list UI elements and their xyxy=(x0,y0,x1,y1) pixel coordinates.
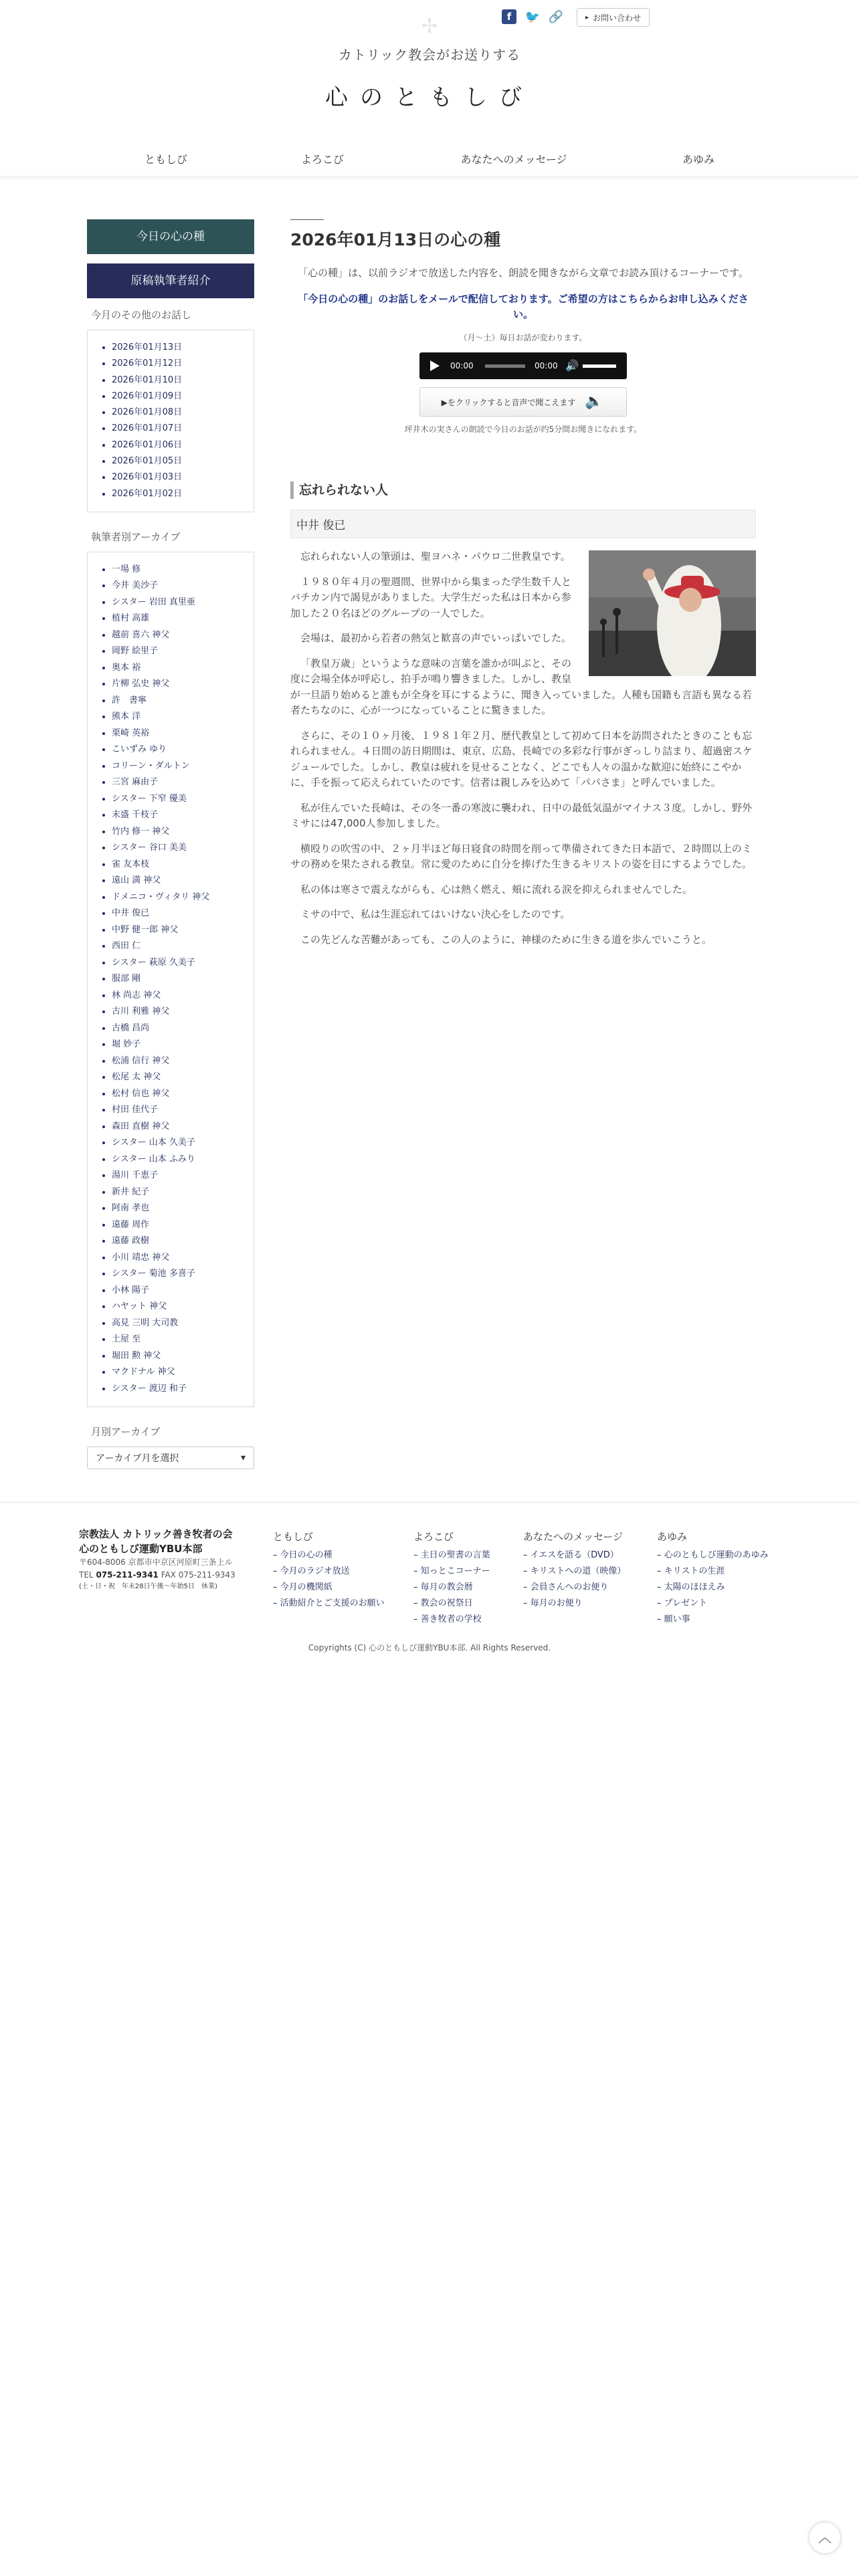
author-archive-link[interactable]: 片柳 弘史 神父 xyxy=(102,676,246,693)
footer-column-heading[interactable]: あなたへのメッセージ xyxy=(523,1531,624,1543)
monthly-archive-select-value: アーカイブ月を選択 xyxy=(96,1453,179,1465)
footer-link-label: 今日の心の種 xyxy=(280,1550,332,1560)
footer-link-label: イエスを語る（DVD） xyxy=(530,1550,619,1560)
footer-column xyxy=(523,1529,626,1612)
audio-player xyxy=(419,352,627,379)
nav-item-tomoshibi[interactable]: ともしび xyxy=(144,153,187,166)
footer-link-dash: – xyxy=(657,1582,664,1592)
author-archive-link[interactable]: 松村 信也 神父 xyxy=(102,1086,246,1103)
author-archive-link[interactable]: 古橋 昌尚 xyxy=(102,1021,246,1037)
author-archive-link[interactable]: 竹内 修一 神父 xyxy=(102,824,246,841)
author-archive-link[interactable]: 古川 利雅 神父 xyxy=(102,1004,246,1021)
header-cross-ornament-icon: ✢ xyxy=(421,15,438,38)
footer-link-dash: – xyxy=(523,1598,531,1608)
author-archive-link[interactable]: 服部 剛 xyxy=(102,971,246,988)
copyright: Copyrights (C) 心のともしび運動YBU本部. All Rights Reserved. xyxy=(308,1643,551,1652)
footer-link[interactable] xyxy=(413,1612,490,1628)
other-talk-link[interactable]: 2026年01月02日 xyxy=(102,486,246,502)
volume-slider[interactable] xyxy=(583,364,616,368)
author-archive-link[interactable]: 村田 佳代子 xyxy=(102,1102,246,1119)
footer-column xyxy=(657,1529,769,1628)
article-paragraph: 私が住んでいた長崎は、その冬一番の寒波に襲われ、日中の最低気温がマイナス３度。しかし、野外ミサには47,000人参加しました。 xyxy=(290,801,753,829)
footer-link[interactable] xyxy=(657,1580,769,1596)
listen-audio-label: ▶をクリックすると音声で聞こえます xyxy=(441,397,576,407)
play-icon[interactable] xyxy=(430,360,440,371)
footer-link-label: プレゼント xyxy=(664,1598,708,1608)
mail-subscribe-link[interactable]: 「今日の心の種」のお話しをメールで配信しております。ご希望の方はこちらからお申し込みください。 xyxy=(298,293,749,320)
footer-link-label: 活動紹介とご支援のお願い xyxy=(280,1598,385,1608)
author-archive-link[interactable]: 雀 友本枝 xyxy=(102,857,246,873)
author-archive-link[interactable]: 遠藤 周作 xyxy=(102,1217,246,1234)
footer-link[interactable] xyxy=(413,1580,490,1596)
site-subtitle: カトリック教会がお送りする xyxy=(338,47,521,63)
author-archive-link[interactable]: 一場 修 xyxy=(102,562,246,578)
article-title: 忘れられない人 xyxy=(290,481,756,499)
sidebar xyxy=(87,219,254,1469)
other-talk-link[interactable]: 2026年01月08日 xyxy=(102,405,246,421)
intro-text: 「心の種」は、以前ラジオで放送した内容を、朗読を聞きながら文章でお読み頂けるコーナーです。 xyxy=(298,267,749,279)
author-archive-link[interactable]: こいずみ ゆり xyxy=(102,742,246,758)
article-paragraph: 忘れられない人の筆頭は、聖ヨハネ・パウロ二世教皇です。 xyxy=(300,550,571,562)
footer-link-dash: – xyxy=(657,1566,664,1576)
reading-caption: 坪井木の実さんの朗読で今日のお話が约5分間お聞きになれます。 xyxy=(404,425,642,434)
article-paragraph: １９８０年４月の聖週間、世界中から集まった学生数千人とバチカン内で謁見がありました。大学生だった私は日本から参加した２０名ほどのグループの一人でした。 xyxy=(290,575,572,619)
back-to-top-button[interactable]: ︿ xyxy=(809,2523,840,2553)
author-archive-link[interactable]: 土屋 至 xyxy=(102,1331,246,1348)
chevron-down-icon: ▾ xyxy=(240,1453,246,1464)
footer-org-name: 宗教法人 カトリック善き牧者の会 xyxy=(79,1528,233,1540)
other-talk-link[interactable]: 2026年01月05日 xyxy=(102,453,246,469)
footer-link[interactable] xyxy=(273,1547,385,1564)
footer-link-label: 願い事 xyxy=(664,1614,690,1624)
article-paragraph: 会場は、最初から若者の熱気と歓喜の声でいっぱいでした。 xyxy=(300,632,572,644)
footer-column xyxy=(413,1529,490,1628)
article-paragraph: 私の体は寒さで震えながらも、心は熱く燃え、頬に流れる涙を抑えられませんでした。 xyxy=(300,883,692,895)
author-archive-link[interactable]: 小林 陽子 xyxy=(102,1283,246,1299)
pope-photo xyxy=(589,550,756,676)
twitter-icon[interactable]: 🐦 xyxy=(524,9,541,24)
author-archive-link[interactable]: 末盛 千枝子 xyxy=(102,807,246,824)
other-talk-link[interactable]: 2026年01月13日 xyxy=(102,340,246,356)
top-utility-bar xyxy=(0,5,859,38)
author-archive-heading: 執筆者別アーカイブ xyxy=(91,530,181,543)
footer-link[interactable] xyxy=(523,1580,626,1596)
footer-tel: 075-211-9341 xyxy=(96,1570,159,1580)
footer-link[interactable] xyxy=(523,1564,626,1580)
author-archive-link[interactable]: シスター 渡辺 和子 xyxy=(102,1381,246,1398)
footer-link[interactable] xyxy=(657,1612,769,1628)
author-archive-link[interactable]: シスター 山本 久美子 xyxy=(102,1135,246,1152)
footer-link-dash: – xyxy=(657,1598,664,1608)
author-archive-link[interactable]: 奥本 裕 xyxy=(102,660,246,677)
footer-link-dash: – xyxy=(523,1550,531,1560)
main-content xyxy=(290,219,756,957)
author-archive-link[interactable]: シスター 下窄 優美 xyxy=(102,791,246,808)
footer-link-label: 毎月のお便り xyxy=(530,1598,583,1608)
author-archive-list xyxy=(87,552,254,1408)
footer-link-label: 会員さんへのお便り xyxy=(530,1582,609,1592)
footer-link[interactable] xyxy=(523,1547,626,1564)
audio-progress-bar[interactable] xyxy=(485,364,525,368)
volume-icon[interactable]: 🔊 xyxy=(565,359,579,372)
footer-address: 〒604-8006 京都市中京区河原町三条上ル xyxy=(79,1558,233,1567)
footer-link-label: キリストへの道（映像） xyxy=(530,1566,626,1576)
footer-column-heading[interactable]: よろこび xyxy=(413,1531,454,1543)
article-body xyxy=(290,549,756,948)
footer-link-label: 主日の聖書の言葉 xyxy=(420,1550,490,1560)
article-paragraph: 横殴りの吹雪の中、２ヶ月半ほど毎日寝食の時間を削って準備されてきた日本語で、２時間以上のミサの務めを果たされる教皇。常に愛のために自分を捧げた生きるキリストの姿を目にするようでした。 xyxy=(290,842,752,870)
author-archive-link[interactable]: シスター 菊池 多喜子 xyxy=(102,1266,246,1283)
page-title: 2026年01月13日の心の種 xyxy=(290,230,501,249)
footer-link[interactable] xyxy=(523,1596,626,1612)
title-rule xyxy=(290,219,324,220)
footer-column-heading[interactable]: ともしび xyxy=(273,1531,314,1543)
other-talks-list xyxy=(87,330,254,512)
author-archive-link[interactable]: 遠藤 政樹 xyxy=(102,1233,246,1250)
author-archive-link[interactable]: シスター 谷口 美美 xyxy=(102,840,246,857)
footer-link[interactable] xyxy=(273,1596,385,1612)
footer-link-dash: – xyxy=(657,1614,664,1624)
daily-note: （月〜土）毎日お話が変わります。 xyxy=(459,333,587,342)
footer-link[interactable] xyxy=(413,1547,490,1564)
author-archive-link[interactable]: 松浦 信行 神父 xyxy=(102,1053,246,1070)
footer-link-dash: – xyxy=(413,1566,421,1576)
footer-column xyxy=(273,1529,385,1612)
facebook-icon[interactable]: f xyxy=(502,9,516,24)
footer-link-dash: – xyxy=(273,1598,280,1608)
footer-link[interactable] xyxy=(657,1596,769,1612)
main-nav xyxy=(0,142,859,177)
author-archive-link[interactable]: ハヤット 神父 xyxy=(102,1299,246,1315)
author-archive-link[interactable]: 熊本 洋 xyxy=(102,709,246,726)
footer-link-label: 今月の機関紙 xyxy=(280,1582,332,1592)
author-archive-link[interactable]: シスター 萩原 久美子 xyxy=(102,955,246,972)
other-talk-link[interactable]: 2026年01月09日 xyxy=(102,389,246,405)
other-talk-link[interactable]: 2026年01月03日 xyxy=(102,469,246,486)
footer-link[interactable] xyxy=(273,1564,385,1580)
footer-org-info xyxy=(79,1527,260,1592)
nav-item-ayumi[interactable]: あゆみ xyxy=(682,153,714,166)
today-seed-button[interactable]: 今日の心の種 xyxy=(87,219,254,254)
site-title[interactable]: 心のともしび xyxy=(325,84,534,111)
footer-link-dash: – xyxy=(273,1550,280,1560)
author-archive-link[interactable]: 高見 三明 大司教 xyxy=(102,1315,246,1332)
footer-link-dash: – xyxy=(523,1582,531,1592)
footer-tel-label: TEL xyxy=(79,1570,94,1580)
other-talk-link[interactable]: 2026年01月12日 xyxy=(102,356,246,372)
author-archive-link[interactable]: 湯川 千恵子 xyxy=(102,1168,246,1184)
footer-link-dash: – xyxy=(523,1566,531,1576)
author-archive-link[interactable]: 中野 健一郎 神父 xyxy=(102,922,246,939)
footer-link[interactable] xyxy=(413,1564,490,1580)
article-paragraph: この先どんな苦難があっても、この人のように、神様のために生きる道を歩んでいこうと。 xyxy=(300,933,712,946)
author-archive-link[interactable]: 三宮 麻由子 xyxy=(102,774,246,791)
authors-intro-button[interactable]: 原稿執筆者紹介 xyxy=(87,263,254,298)
author-archive-link[interactable]: 中井 俊已 xyxy=(102,905,246,922)
speaker-icon: 🔈 xyxy=(585,393,603,410)
contact-button[interactable] xyxy=(577,8,650,27)
footer-link-dash: – xyxy=(273,1566,280,1576)
chevron-right-icon: ▸ xyxy=(585,13,589,21)
footer-link[interactable] xyxy=(273,1580,385,1596)
nav-item-yorokobi[interactable]: よろこび xyxy=(300,153,344,166)
author-archive-link[interactable]: シスター 岩田 真里亜 xyxy=(102,595,246,611)
author-archive-link[interactable]: 遠山 満 神父 xyxy=(102,873,246,889)
footer-link-label: 今月のラジオ放送 xyxy=(280,1566,350,1576)
footer-link-label: 知っとこコーナー xyxy=(420,1566,490,1576)
footer-fax: 075-211-9343 xyxy=(178,1570,235,1580)
other-talk-link[interactable]: 2026年01月07日 xyxy=(102,421,246,437)
footer-link-label: キリストの生涯 xyxy=(664,1566,725,1576)
author-archive-link[interactable]: ドメニコ・ヴィタリ 神父 xyxy=(102,889,246,906)
author-archive-link[interactable]: 松尾 太 神父 xyxy=(102,1069,246,1086)
author-archive-link[interactable]: 阿南 孝也 xyxy=(102,1200,246,1217)
other-talks-heading: 今月のその他のお話し xyxy=(91,309,192,321)
site-footer xyxy=(0,1502,859,1662)
listen-audio-button[interactable] xyxy=(419,387,627,417)
monthly-archive-select[interactable] xyxy=(87,1446,254,1469)
footer-fax-label: FAX xyxy=(161,1570,176,1580)
author-archive-link[interactable]: 今井 美沙子 xyxy=(102,578,246,595)
footer-link[interactable] xyxy=(657,1547,769,1564)
audio-total-time: 00:00 xyxy=(535,361,558,370)
author-archive-link[interactable]: 小川 靖忠 神父 xyxy=(102,1250,246,1267)
author-archive-link[interactable]: 許 書寧 xyxy=(102,693,246,710)
footer-hours: (土・日・祝 年末28日午後〜年始5日 休業) xyxy=(79,1583,217,1590)
footer-link-dash: – xyxy=(273,1582,280,1592)
footer-org-subname: 心のともしび運動YBU本部 xyxy=(79,1543,203,1555)
author-archive-link[interactable]: 植村 高雄 xyxy=(102,611,246,627)
article-author: 中井 俊已 xyxy=(290,510,756,538)
footer-link-label: 心のともしび運動のあゆみ xyxy=(664,1550,769,1560)
article-paragraph: さらに、その１０ヶ月後、１９８１年２月、歴代教皇として初めて日本を訪問されたときのことも忘れられません。４日間の訪日期間は、東京、広島、長崎での多彩な行事がぎっしり詰まり、超過密スケジュールでした。しかし、教皇は疲れを見せることなく、どこでも人々の温かな歓迎に始終にこやかに、手を振って応えられていたのです。信者は親しみを込めて「パパさま」と呼んでいました。 xyxy=(290,729,753,788)
footer-link[interactable] xyxy=(413,1596,490,1612)
footer-link-dash: – xyxy=(657,1550,664,1560)
author-archive-link[interactable]: 堀 妙子 xyxy=(102,1037,246,1053)
footer-link[interactable] xyxy=(657,1564,769,1580)
footer-link-label: 善き牧者の学校 xyxy=(420,1614,482,1624)
author-archive-link[interactable]: 堀田 勲 神父 xyxy=(102,1348,246,1365)
contact-label: お問い合わせ xyxy=(593,13,642,23)
author-archive-link[interactable]: 西田 仁 xyxy=(102,938,246,955)
author-archive-link[interactable]: 新井 紀子 xyxy=(102,1184,246,1201)
pope-photo-illustration xyxy=(589,550,756,676)
author-archive-link[interactable]: シスター 山本 ふみり xyxy=(102,1152,246,1168)
author-archive-link[interactable]: 森田 直樹 神父 xyxy=(102,1119,246,1136)
footer-link-label: 太陽のほほえみ xyxy=(664,1582,725,1592)
footer-link-dash: – xyxy=(413,1582,421,1592)
author-archive-link[interactable]: 栗崎 英裕 xyxy=(102,726,246,742)
author-archive-link[interactable]: 林 尚志 神父 xyxy=(102,988,246,1004)
audio-current-time: 00:00 xyxy=(450,361,474,370)
author-archive-link[interactable]: マクドナル 神父 xyxy=(102,1364,246,1381)
other-talk-link[interactable]: 2026年01月06日 xyxy=(102,437,246,453)
footer-link-dash: – xyxy=(413,1614,421,1624)
footer-phone xyxy=(79,1569,260,1582)
footer-link-dash: – xyxy=(413,1598,421,1608)
link-icon[interactable]: 🔗 xyxy=(548,9,564,24)
article-paragraph: 「教皇万歳」というような意味の言葉を誰かが叫ぶと、その度に会場全体が呼応し、拍手が鳴り響きました。しかし、教皇が一旦語り始めると誰もが全身を耳にするように、聞き入っていました。人種も国籍も言語も異なる若者たちなのに、心が一つになっていることに驚きました。 xyxy=(290,657,753,716)
footer-link-dash: – xyxy=(413,1550,421,1560)
other-talk-link[interactable]: 2026年01月10日 xyxy=(102,372,246,389)
nav-item-message[interactable]: あなたへのメッセージ xyxy=(460,153,567,166)
footer-column-heading[interactable]: あゆみ xyxy=(657,1531,688,1543)
article-paragraph: ミサの中で、私は生涯忘れてはいけない決心をしたのです。 xyxy=(300,908,571,920)
author-archive-link[interactable]: 越前 喜六 神父 xyxy=(102,627,246,644)
author-archive-link[interactable]: 岡野 絵里子 xyxy=(102,643,246,660)
author-archive-link[interactable]: コリーン・ダルトン xyxy=(102,758,246,775)
monthly-archive-heading: 月別アーカイブ xyxy=(91,1426,161,1438)
footer-link-label: 教会の祝祭日 xyxy=(420,1598,473,1608)
footer-link-label: 毎月の教会暦 xyxy=(420,1582,473,1592)
